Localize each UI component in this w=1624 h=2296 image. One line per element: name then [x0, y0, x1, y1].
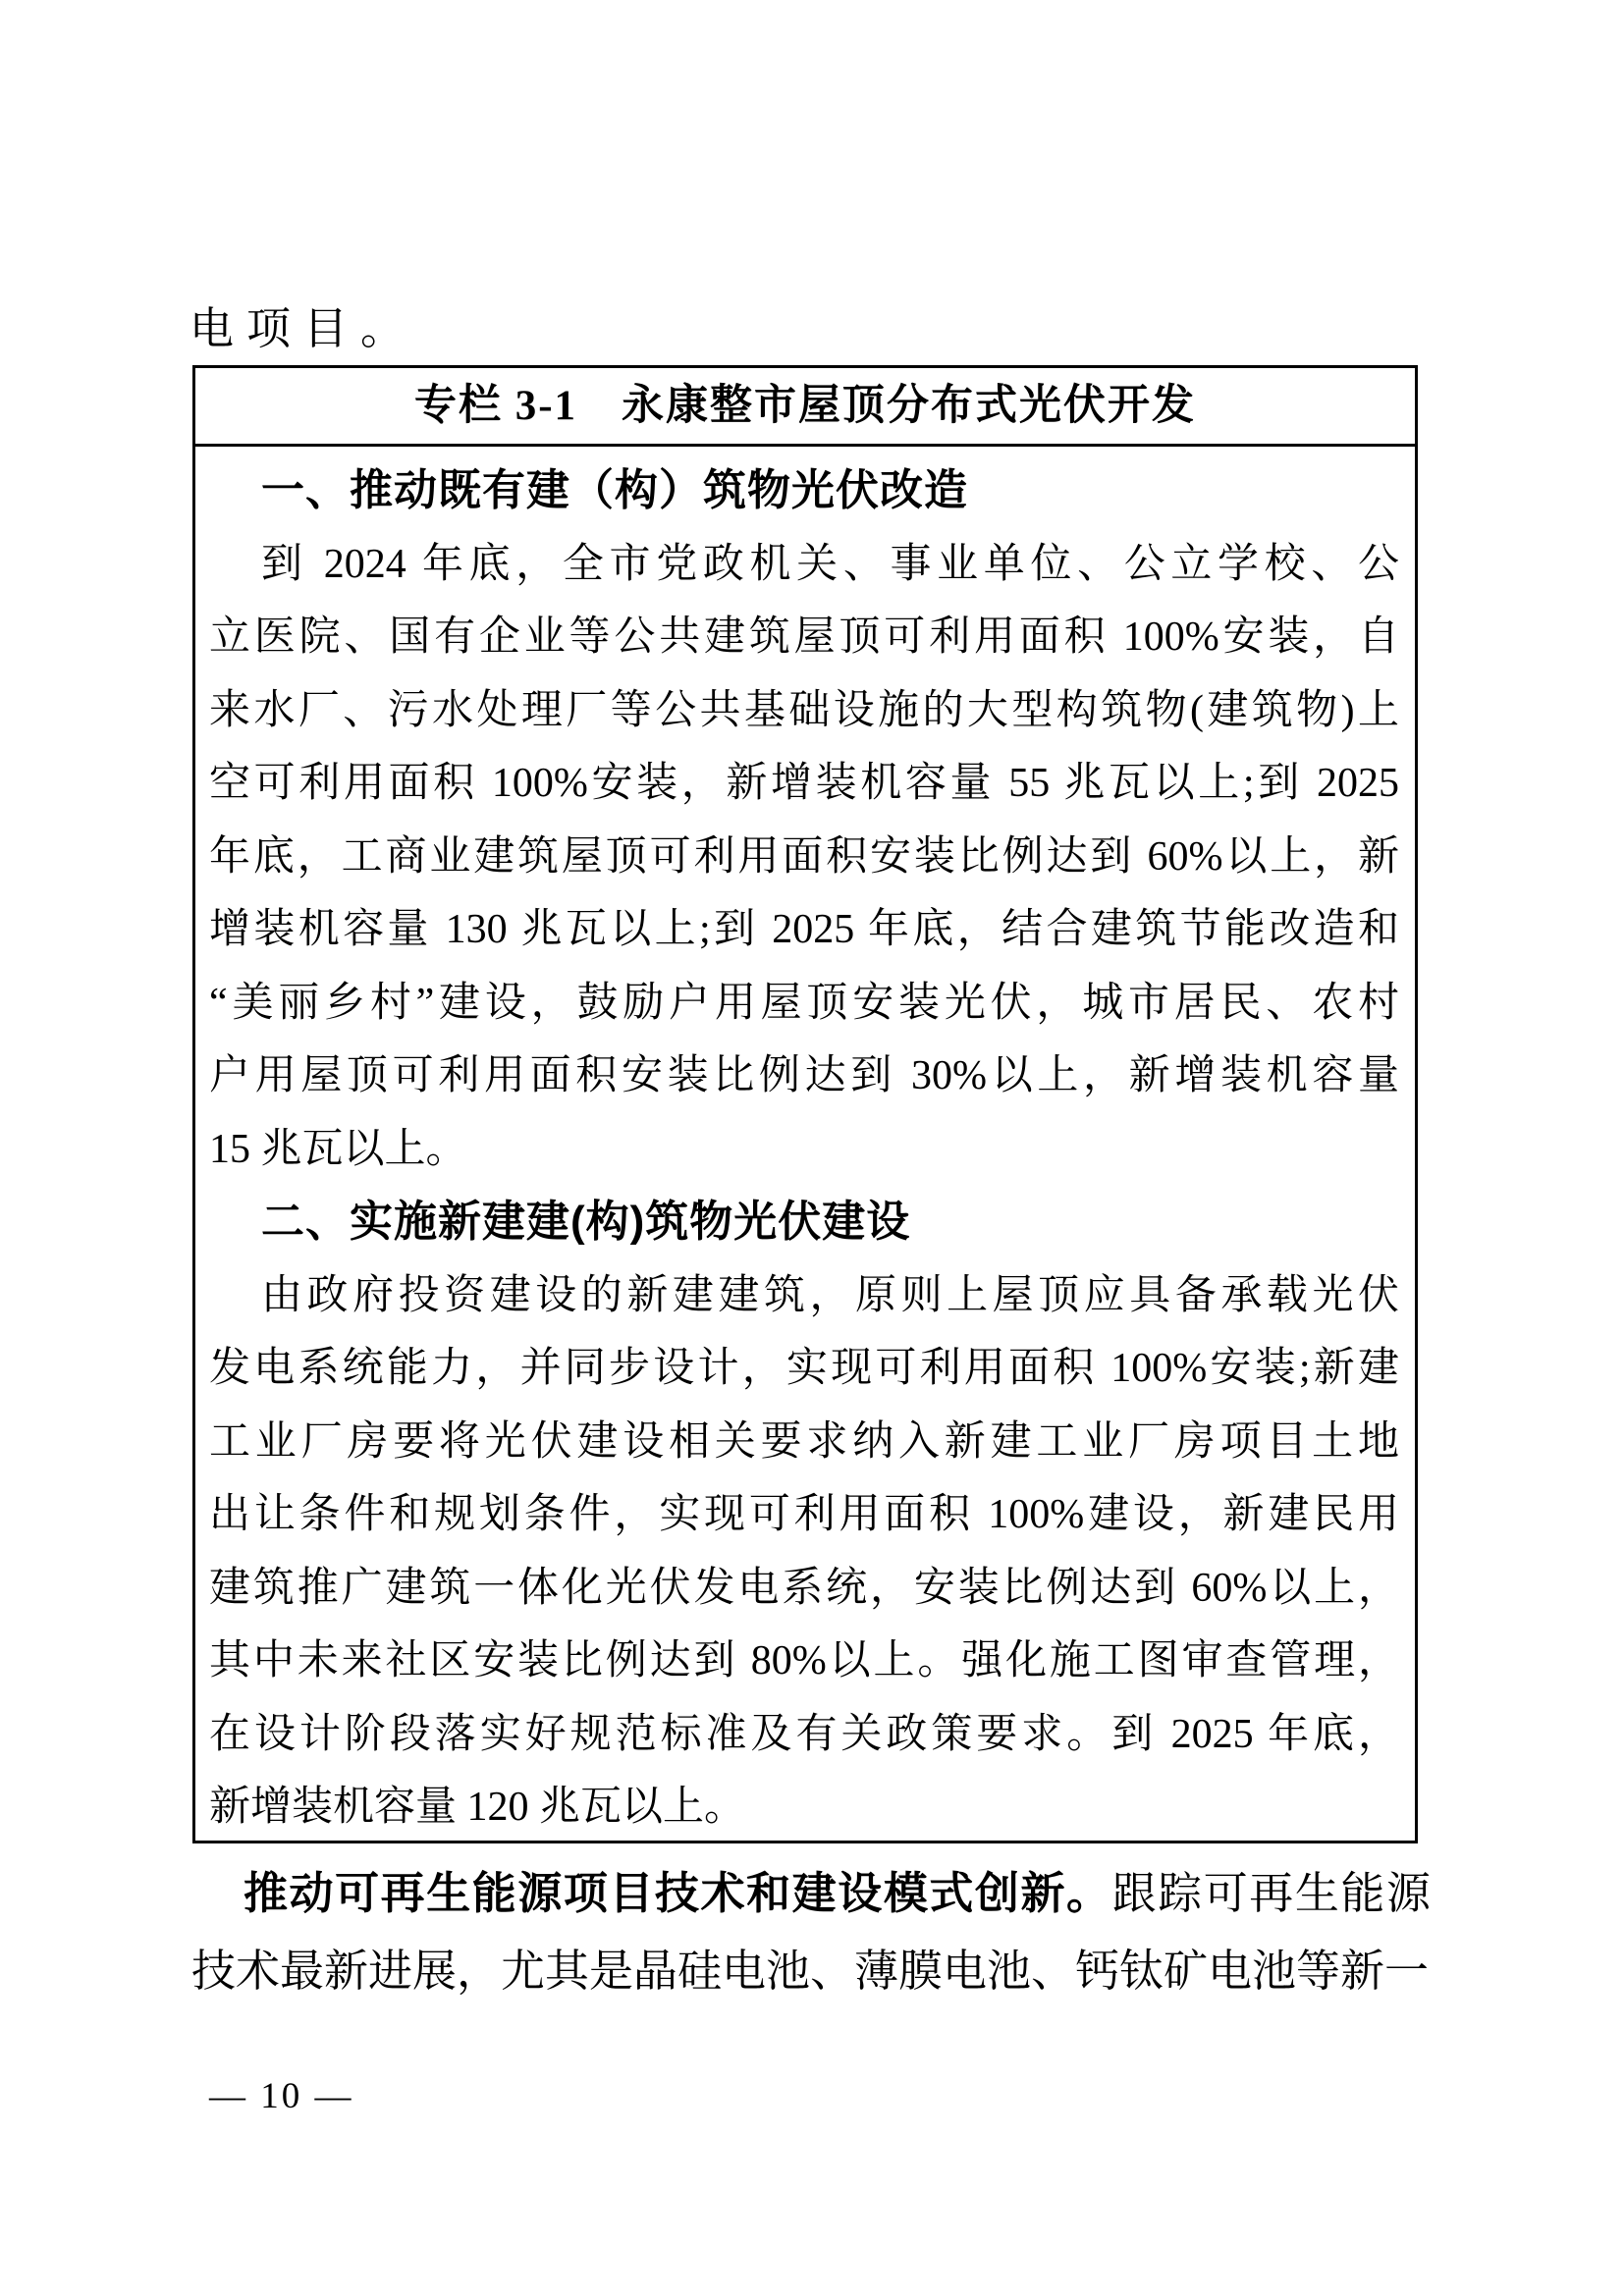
text-line: 发电系统能力，并同步设计，实现可利用面积 100%安装;新建 [209, 1346, 1399, 1391]
text-line: 由政府投资建设的新建建筑，原则上屋顶应具备承载光伏 [261, 1272, 1399, 1318]
text-line: 来水厂、污水处理厂等公共基础设施的大型构筑物(建筑物)上 [209, 687, 1399, 733]
text-line: 在设计阶段落实好规范标准及有关政策要求。到 2025 年底， [209, 1711, 1399, 1757]
paragraph-carryover-text: 电项目。 [189, 304, 418, 353]
text-line: 工业厂房要将光伏建设相关要求纳入新建工业厂房项目土地 [209, 1418, 1399, 1465]
closing-paragraph [191, 1854, 1431, 2010]
text-line: 增装机容量 130 兆瓦以上;到 2025 年底，结合建筑节能改造和 [209, 907, 1399, 952]
closing-paragraph-text: 跟踪可再生能源技术最新进展，尤其是晶硅电池、薄膜电池、钙钛矿电池等新一 [191, 1869, 1431, 1996]
text-line: 户用屋顶可利用面积安装比例达到 30%以上，新增装机容量 [209, 1053, 1399, 1098]
text-line: “美丽乡村”建设，鼓励户用屋顶安装光伏，城市居民、农村 [209, 980, 1399, 1026]
closing-paragraph-bold-lead: 推动可再生能源项目技术和建设模式创新。 [244, 1868, 1112, 1918]
text-line: 其中未来社区安装比例达到 80%以上。强化施工图审查管理， [209, 1638, 1399, 1683]
box-title: 专栏 3-1 永康整市屋顶分布式光伏开发 [195, 368, 1415, 447]
section-1-heading: 一、推动既有建（构）筑物光伏改造 [261, 466, 968, 514]
text-line: 年底，工商业建筑屋顶可利用面积安装比例达到 60%以上，新 [209, 833, 1399, 880]
text-line: 立医院、国有企业等公共建筑屋顶可利用面积 100%安装，自 [209, 614, 1399, 660]
section-2-paragraph [209, 1259, 1399, 1844]
text-line: 到 2024 年底，全市党政机关、事业单位、公立学校、公 [261, 541, 1399, 587]
section-2-heading: 二、实施新建建(构)筑物光伏建设 [261, 1198, 911, 1246]
text-line: 15 兆瓦以上。 [209, 1126, 467, 1172]
text-line: 出让条件和规划条件，实现可利用面积 100%建设，新建民用 [209, 1492, 1399, 1537]
page-number: — 10 — [209, 2076, 354, 2116]
text-line: 新增装机容量 120 兆瓦以上。 [209, 1785, 746, 1830]
box-body [195, 447, 1415, 1844]
highlight-box [192, 365, 1418, 1843]
section-2 [209, 1186, 1399, 1844]
text-line: 空可利用面积 100%安装，新增装机容量 55 兆瓦以上;到 2025 [209, 761, 1399, 806]
section-1 [209, 454, 1399, 1186]
section-1-paragraph [209, 528, 1399, 1187]
text-line: 建筑推广建筑一体化光伏发电系统，安装比例达到 60%以上， [209, 1565, 1399, 1611]
